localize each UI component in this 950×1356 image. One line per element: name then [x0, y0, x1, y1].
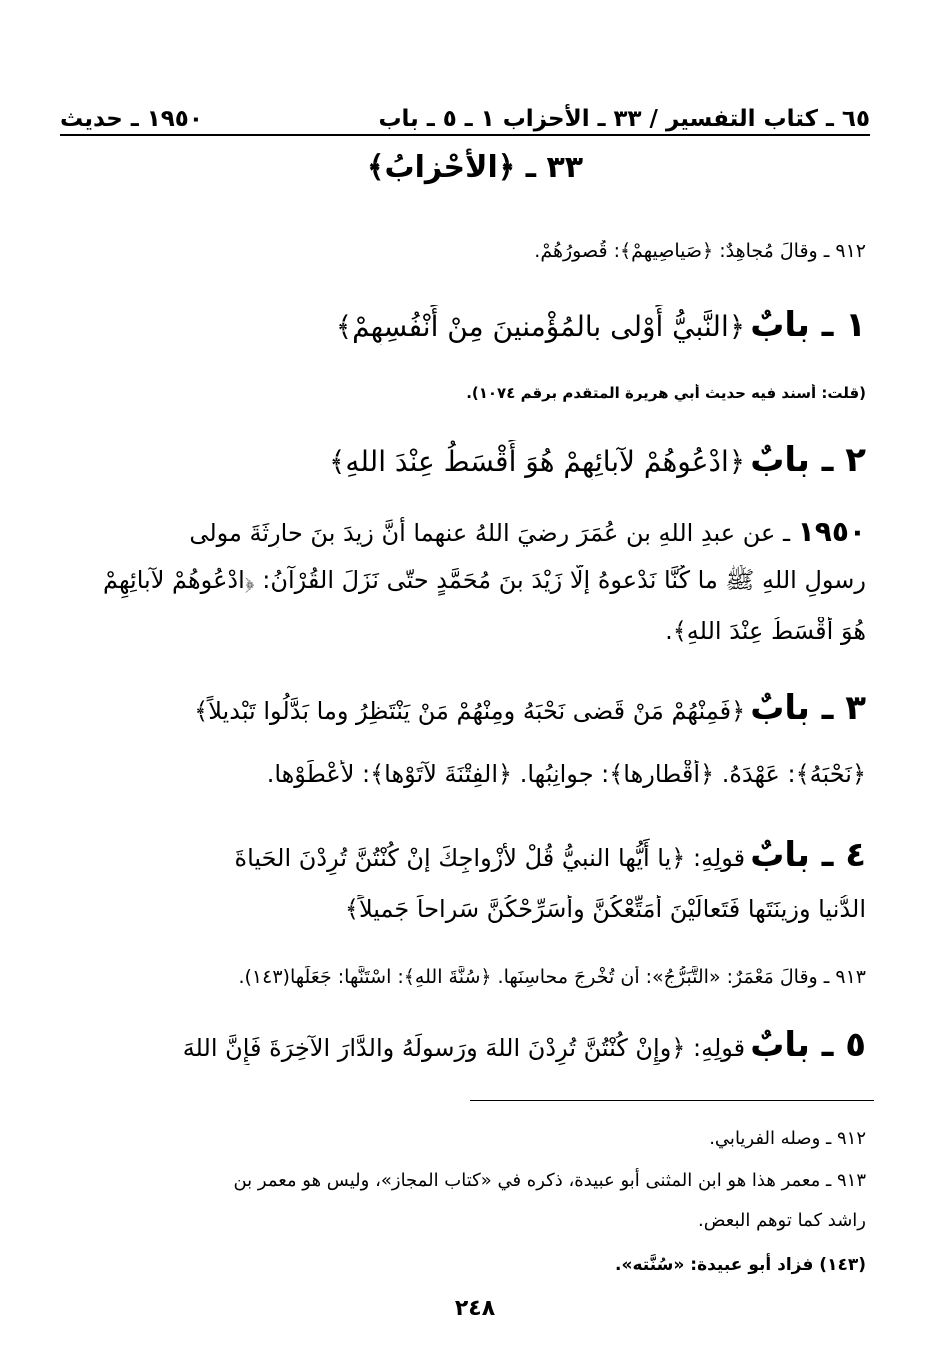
header-hadith-range: ١٩٥٠ ـ حديث [60, 106, 203, 132]
header-book-chapter: ٦٥ ـ كتاب التفسير / ٣٣ ـ الأحزاب ١ ـ ٥ ـ باب [378, 106, 870, 132]
header-divider [60, 134, 870, 136]
hadith-1950-line-1 [70, 515, 866, 548]
bab-1-heading [70, 305, 866, 345]
bab-5-text: قولِهِ: ﴿وإِنْ كُنْتُنَّ تُرِدْنَ اللهَ ورَسولَهُ والدَّارَ الآخِرَةَ فَإِنَّ اللهَ [182, 1034, 746, 1062]
bab-4-text-2: الدُّنيا وزينَتَها فَتَعالَيْنَ أُمَتِّعْكُنَّ وأُسَرِّحْكُنَّ سَراحاً جَميلاً﴾ [344, 895, 866, 923]
footnote-913-line-1: ٩١٣ ـ معمر هذا هو ابن المثنى أبو عبيدة، ذكره في «كتاب المجاز»، وليس هو معمر بن [233, 1170, 866, 1191]
bab-2-label: ٢ ـ بابٌ [750, 440, 866, 480]
hadith-number: ١٩٥٠ [797, 515, 866, 548]
bab-1-label: ١ ـ بابٌ [750, 305, 866, 345]
athar-913: ٩١٣ ـ وقالَ مَعْمَرٌ: «التَّبَرُّجُ»: أن تُخْرِجَ محاسِنَها. ﴿سُنَّةَ اللهِ﴾: اسْتَنَّها: جَعَلَها(١٤٣). [238, 966, 866, 988]
footnote-913-line-2: راشد كما توهم البعض. [697, 1210, 866, 1231]
running-header [60, 92, 870, 132]
bab-4-text-1: قولِهِ: ﴿يا أَيُّها النبيُّ قُلْ لأزْواجِكَ إنْ كُنْتُنَّ تُرِدْنَ الحَياةَ [234, 844, 746, 872]
bab-5-heading [70, 1025, 866, 1065]
bab-3-verse: ﴿فَمِنْهُمْ مَنْ قَضى نَحْبَهُ ومِنْهُمْ مَنْ يَنْتَظِرُ وما بَدَّلُوا تَبْديلاً﴾ [194, 697, 746, 725]
bab-1-verse: ﴿النَّبيُّ أَوْلى بالمُؤْمنينَ مِنْ أَنْفُسِهِمْ﴾ [335, 310, 746, 343]
footnote-912: ٩١٢ ـ وصله الفريابي. [709, 1128, 866, 1149]
bab-1-note: (قلت: أسند فيه حديث أبي هريرة المتقدم برقم ١٠٧٤). [466, 384, 866, 402]
bab-3-heading [70, 688, 866, 728]
bab-4-label: ٤ ـ بابٌ [750, 835, 866, 875]
bab-2-heading [70, 440, 866, 480]
bab-2-verse: ﴿ادْعُوهُمْ لآبائِهِمْ هُوَ أَقْسَطُ عِنْدَ اللهِ﴾ [328, 445, 746, 478]
footnote-divider [470, 1100, 874, 1101]
hadith-1950-line-2: رسولِ اللهِ ﷺ ما كُنَّا نَدْعوهُ إلَّا زَيْدَ بنَ مُحَمَّدٍ حتّى نَزَلَ القُرْآنُ: ﴿ادْعُوهُمْ لآبائِهِمْ [103, 566, 866, 594]
bab-5-label: ٥ ـ بابٌ [750, 1025, 866, 1065]
hadith-1950-text-1: ـ عن عبدِ اللهِ بن عُمَرَ رضيَ اللهُ عنهما أنَّ زيدَ بنَ حارِثَةَ مولى [189, 519, 790, 547]
chapter-title: ٣٣ ـ ﴿الأحْزابُ﴾ [366, 150, 584, 185]
bab-3-gloss: ﴿نَحْبَهُ﴾: عَهْدَهُ. ﴿أَقْطارِها﴾: جوانِبُها. ﴿الفِتْنَةَ لآتَوْها﴾: لأعْطَوْها. [266, 760, 866, 788]
footnote-143: (١٤٣) فزاد أبو عبيدة: «سُنَّته». [615, 1255, 866, 1275]
bab-4-heading [70, 835, 866, 875]
athar-912: ٩١٢ ـ وقالَ مُجاهِدٌ: ﴿صَياصِيهِمْ﴾: قُصورُهُمْ. [534, 240, 866, 262]
hadith-1950-line-3: هُوَ أَقْسَطُ عِنْدَ اللهِ﴾. [665, 617, 866, 645]
bab-3-label: ٣ ـ بابٌ [750, 688, 866, 728]
page-number: ٢٤٨ [454, 1296, 496, 1321]
